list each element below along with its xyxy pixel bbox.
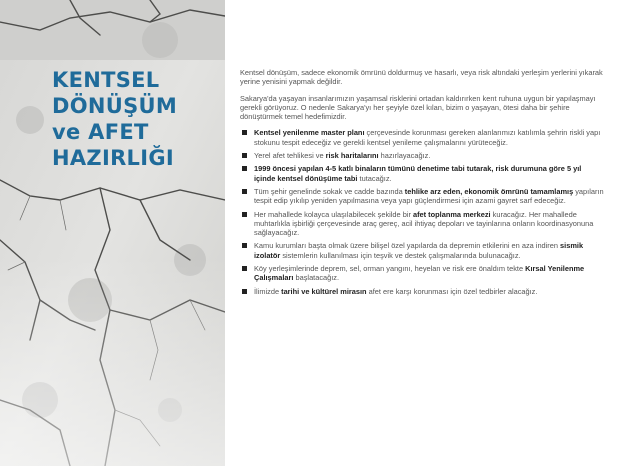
item-emphasis: tarihi ve kültürel mirasın bbox=[281, 286, 367, 296]
list-item bbox=[240, 164, 604, 183]
list-item bbox=[240, 264, 604, 283]
item-text: başlatacağız. bbox=[293, 273, 340, 283]
item-emphasis: afet toplanma merkezi bbox=[412, 209, 491, 219]
list-item bbox=[240, 128, 604, 147]
item-text: tutacağız. bbox=[357, 173, 392, 183]
item-text: hazırlayacağız. bbox=[378, 151, 431, 161]
title-line-4: HAZIRLIĞI bbox=[52, 146, 174, 170]
title-line-1: KENTSEL bbox=[52, 68, 160, 92]
item-text: afet ere karşı korunması için özel tedbirler alacağız. bbox=[366, 286, 538, 296]
item-prefix: Yerel afet tehlikesi ve bbox=[254, 151, 326, 161]
commitment-list bbox=[240, 128, 604, 295]
item-emphasis: Kentsel yenilenme master planı bbox=[254, 128, 365, 138]
body-text bbox=[240, 68, 604, 300]
list-item bbox=[240, 151, 604, 160]
page-title bbox=[52, 67, 177, 171]
item-emphasis: 1999 öncesi yapılan 4-5 katlı binaların tümünü denetime tabi tutarak, risk durumuna göre 5 yıl içinde kentsel dönüşüme tabi bbox=[254, 164, 582, 183]
item-emphasis: sismik izolatör bbox=[254, 241, 584, 260]
item-prefix: İlimizde bbox=[254, 286, 282, 296]
list-item bbox=[240, 210, 604, 238]
title-line-2: DÖNÜŞÜM bbox=[52, 94, 178, 118]
item-prefix: Tüm şehir genelinde sokak ve cadde bazında bbox=[254, 186, 405, 196]
item-text: kuracağız. Her mahallede muhtarlıkla işbirliği çerçevesinde araç gereç, acil ihtiyaç depoları ve tayinlarına onların koordinasyonuna sağlayacağız. bbox=[254, 209, 594, 238]
cracked-wall-image bbox=[0, 0, 225, 466]
list-item bbox=[240, 241, 604, 260]
item-emphasis: Kırsal Yenilenme Çalışmaları bbox=[254, 264, 585, 283]
item-prefix: Kamu kurumları başta olmak üzere bilişel özel yapılarda da depremin etkilerini en aza indiren bbox=[254, 241, 561, 251]
intro-paragraph-1: Kentsel dönüşüm, sadece ekonomik ömrünü doldurmuş ve hasarlı, veya risk altındaki yerleşim yerlerini yıkarak yerine yenisini yapmak değildir. bbox=[240, 68, 603, 87]
item-emphasis: risk haritalarını bbox=[325, 151, 379, 161]
intro-paragraph-2: Sakarya'da yaşayan insanlarımızın yaşamsal risklerini ortadan kaldırırken kent ruhuna uygun bir yapılaşmayı gerekli görüyoruz. O nedenle Sakarya'yı her şeyiyle özel kılan, bizim o yaşayan, ötesi daha bir şehire dönüştürmek temel hedefimizdir. bbox=[240, 93, 596, 122]
item-text: sistemlerin kullanılması için teşvik ve destek çalışmalarında bulunacağız. bbox=[280, 250, 521, 260]
item-text: yapıların tespit edip yıkılıp yeniden yapılmasına veya yapı güçlendirmesi için azami gayret sarf edeceğiz. bbox=[254, 186, 604, 206]
item-emphasis: tehlike arz eden, ekonomik ömrünü tamamlamış bbox=[404, 186, 574, 196]
list-item bbox=[240, 187, 604, 206]
title-line-3: ve AFET bbox=[52, 120, 149, 144]
item-prefix: Her mahallede kolayca ulaşılabilecek şekilde bir bbox=[254, 209, 413, 219]
list-item bbox=[240, 287, 604, 296]
item-prefix: Köy yerleşimlerinde deprem, sel, orman yangını, heyelan ve risk ere önaldım tekte bbox=[254, 264, 526, 274]
item-text: çerçevesinde korunması gereken alanlarımızı katılımla şehrin riskli yapı stokunu tespit edeceğiz ve gerekli kentsel yenileme çalışmalarını yürüteceğiz. bbox=[254, 128, 601, 147]
